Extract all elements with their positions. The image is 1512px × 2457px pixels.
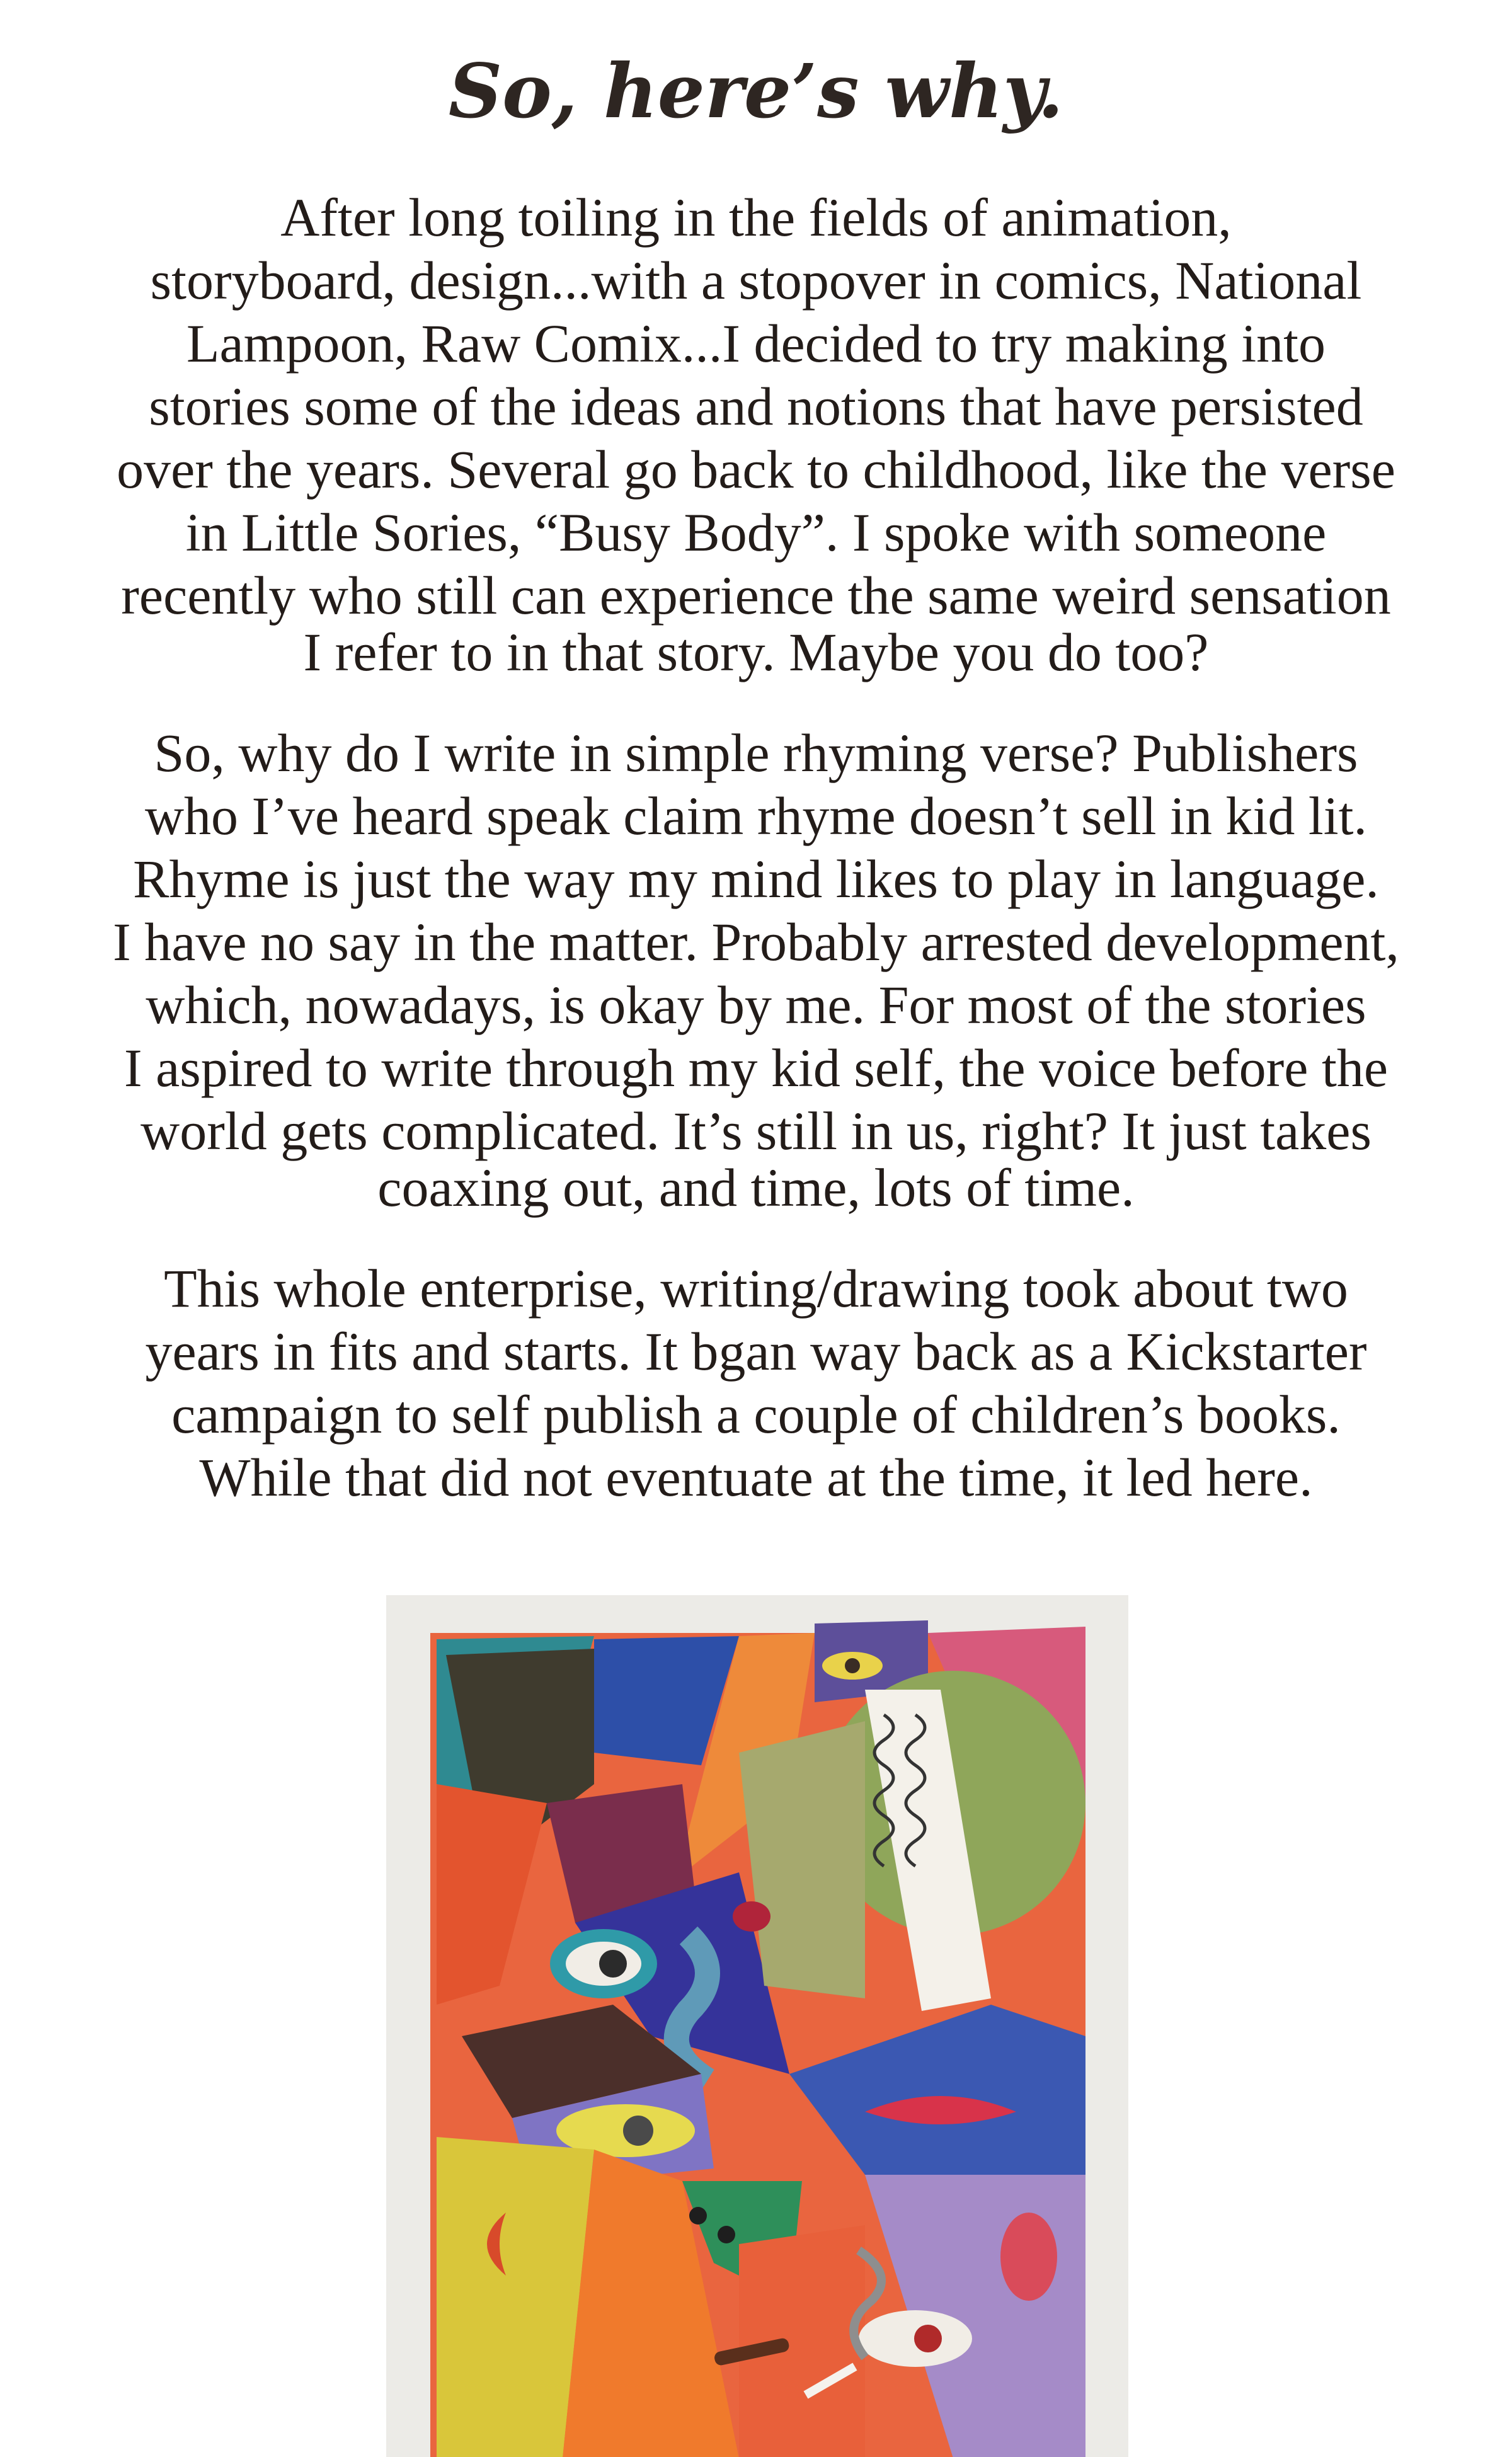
paragraph-line: coaxing out, and time, lots of time. <box>377 1157 1135 1218</box>
paragraph-line: I refer to in that story. Maybe you do too? <box>303 622 1209 682</box>
paragraph-line: Lampoon, Raw Comix...I decided to try making into <box>186 313 1326 374</box>
art-pupil <box>914 2325 942 2352</box>
art-shape <box>739 2225 865 2457</box>
paragraph-line: I have no say in the matter. Probably arrested development, <box>113 912 1399 972</box>
paragraph-line: world gets complicated. It’s still in us, right? It just takes <box>140 1101 1372 1161</box>
art-shape <box>733 1901 770 1932</box>
artwork-image <box>386 1595 1128 2457</box>
paragraph-line: which, nowadays, is okay by me. For most of the stories <box>146 975 1366 1035</box>
paragraph-line: I aspired to write through my kid self, the voice before the <box>123 1038 1389 1098</box>
art-ear <box>1000 2213 1057 2301</box>
paragraph-2 <box>60 721 1452 1218</box>
paragraph-line: stories some of the ideas and notions that have persisted <box>149 376 1363 437</box>
paragraph-1 <box>60 186 1452 682</box>
paragraph-3 <box>60 1257 1452 1509</box>
paragraph-line: Rhyme is just the way my mind likes to play in language. <box>133 849 1379 909</box>
art-pupil <box>845 1658 860 1673</box>
art-pupil <box>599 1950 627 1978</box>
art-pupil <box>623 2116 653 2146</box>
paragraph-line: So, why do I write in simple rhyming verse? Publishers <box>154 723 1358 783</box>
paragraph-line: in Little Sories, “Busy Body”. I spoke with someone <box>185 502 1327 563</box>
paragraph-line: who I’ve heard speak claim rhyme doesn’t sell in kid lit. <box>144 786 1368 846</box>
paragraph-line: years in fits and starts. It bgan way back as a Kickstarter <box>145 1321 1367 1382</box>
paragraph-line: recently who still can experience the same weird sensation <box>121 565 1391 626</box>
paragraph-line: storyboard, design...with a stopover in comics, National <box>150 250 1362 311</box>
paragraph-line: While that did not eventuate at the time, it led here. <box>199 1447 1313 1508</box>
paragraph-line: over the years. Several go back to childhood, like the verse <box>117 439 1395 500</box>
paragraph-line: campaign to self publish a couple of children’s books. <box>171 1384 1341 1445</box>
art-dot <box>718 2226 735 2243</box>
abstract-face-drawing <box>386 1595 1128 2457</box>
paragraph-line: After long toiling in the fields of animation, <box>280 187 1232 248</box>
paragraph-line: This whole enterprise, writing/drawing took about two <box>164 1258 1348 1319</box>
art-dot <box>689 2207 707 2225</box>
page-title: So, here’s why. <box>448 47 1064 135</box>
